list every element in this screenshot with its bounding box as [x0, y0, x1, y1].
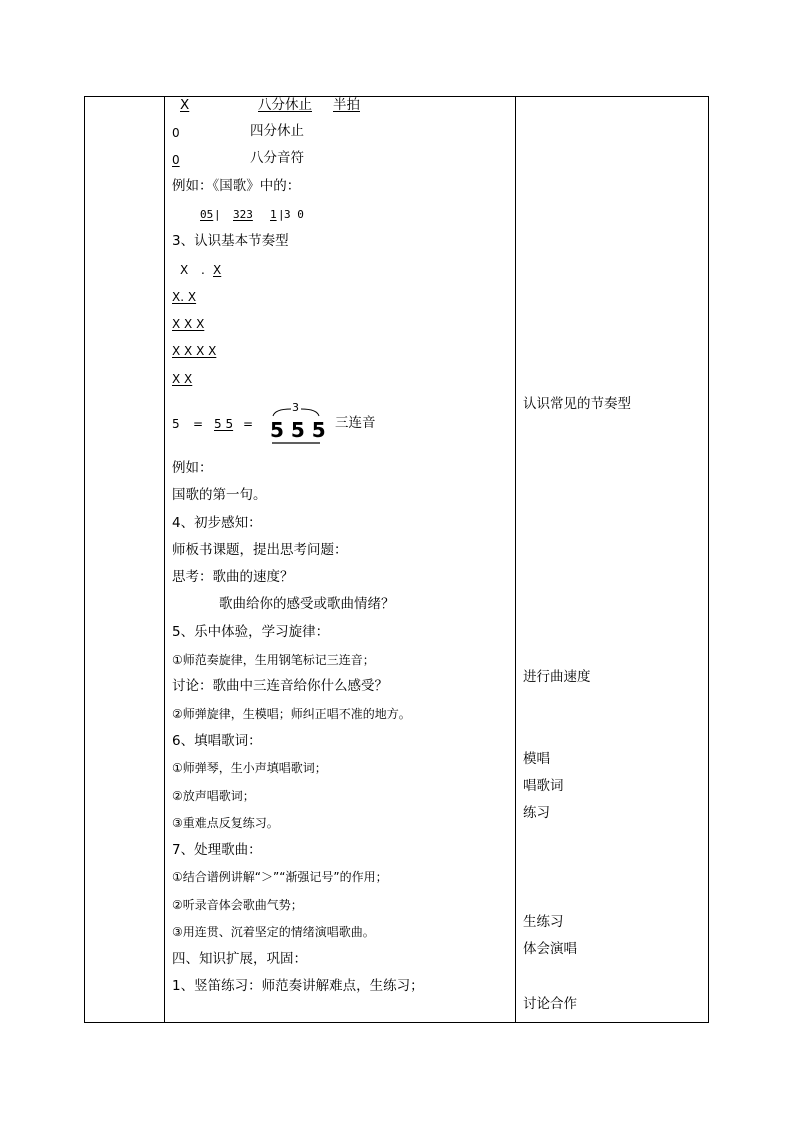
triplet-5: 5 — [172, 417, 180, 431]
think-question-1: 思考：歌曲的速度？ — [172, 569, 294, 585]
note-practice: 练习 — [523, 805, 550, 821]
zero-symbol: 0 — [172, 126, 180, 140]
recorder-practice: 1、竖笛练习：师范奏讲解难点，生练习； — [172, 978, 424, 994]
section-6-item-1: ①师弹琴，生小声填唱歌词； — [172, 761, 327, 775]
example-heading: 例如： — [172, 460, 213, 476]
eighth-note-label: 八分音符 — [250, 150, 304, 166]
section-7-item-2: ②听录音体会歌曲气势； — [172, 898, 303, 912]
think-question-2: 歌曲给你的感受或歌曲情绪？ — [219, 596, 395, 612]
section-5-item-1: ①师范奏旋律，生用钢笔标记三连音； — [172, 653, 375, 667]
triplet-55: 5 5 — [214, 417, 234, 431]
rhythm-4: X X X X — [172, 344, 217, 358]
section-6-item-2: ②放声唱歌词； — [172, 789, 255, 803]
triplet-notation — [269, 401, 326, 447]
section-6-heading: 6、填唱歌词： — [172, 733, 262, 749]
rhythm-2: X. X — [172, 290, 197, 304]
eighth-rest-label: 八分休止 — [258, 97, 312, 113]
notation-05: 05 — [200, 208, 214, 221]
section-5-heading: 5、乐中体验，学习旋律： — [172, 624, 330, 640]
notation-1: 1 — [270, 208, 277, 221]
half-beat-label: 半拍 — [333, 97, 360, 113]
section-5-item-2: ②师弹旋律，生模唱；师纠正唱不准的地方。 — [172, 707, 411, 721]
column-divider-right — [515, 97, 516, 1022]
triplet-equals-1: = — [193, 417, 204, 431]
notation-323: 323 — [233, 208, 253, 221]
note-experience-singing: 体会演唱 — [523, 941, 577, 957]
rhythm-1-x2: X — [213, 263, 222, 277]
triplet-label: 三连音 — [335, 415, 376, 431]
rhythm-1-x: X — [180, 263, 189, 277]
triplet-555: 5 5 5 — [270, 418, 326, 442]
triplet-number: 3 — [292, 401, 299, 414]
rhythm-3: X X X — [172, 317, 205, 331]
column-divider-left — [164, 97, 165, 1022]
triplet-equals-2: = — [243, 417, 254, 431]
section-3-heading: 3、认识基本节奏型 — [172, 233, 289, 249]
example-anthem-heading: 例如：《国歌》中的： — [172, 178, 301, 194]
section-7-heading: 7、处理歌曲： — [172, 842, 262, 858]
rhythm-5: X X — [172, 372, 193, 386]
eighth-rest-x: X — [180, 97, 190, 113]
note-rhythm-types: 认识常见的节奏型 — [523, 396, 631, 412]
discussion-question: 讨论：歌曲中三连音给你什么感受？ — [172, 678, 388, 694]
note-sing-lyrics: 唱歌词 — [523, 778, 564, 794]
section-7-item-3: ③用连贯、沉着坚定的情绪演唱歌曲。 — [172, 925, 375, 939]
barline: | — [214, 208, 221, 221]
note-student-practice: 生练习 — [523, 914, 564, 930]
notation-3-0: 3 0 — [284, 208, 304, 221]
note-discuss-cooperate: 讨论合作 — [523, 996, 577, 1012]
section-extension-heading: 四、知识扩展，巩固： — [172, 951, 307, 967]
section-7-item-1: ①结合谱例讲解“＞”“渐强记号”的作用； — [172, 870, 388, 884]
zero-symbol-underlined: 0 — [172, 153, 180, 167]
quarter-rest-label: 四分休止 — [250, 123, 304, 139]
note-march-tempo: 进行曲速度 — [523, 669, 591, 685]
barline: | — [278, 208, 285, 221]
note-hum: 模唱 — [523, 751, 550, 767]
board-topic: 师板书课题，提出思考问题： — [172, 542, 348, 558]
rhythm-1-dot: . — [201, 263, 205, 277]
section-4-heading: 4、初步感知： — [172, 515, 262, 531]
section-6-item-3: ③重难点反复练习。 — [172, 816, 279, 830]
anthem-first-line: 国歌的第一句。 — [172, 487, 267, 503]
